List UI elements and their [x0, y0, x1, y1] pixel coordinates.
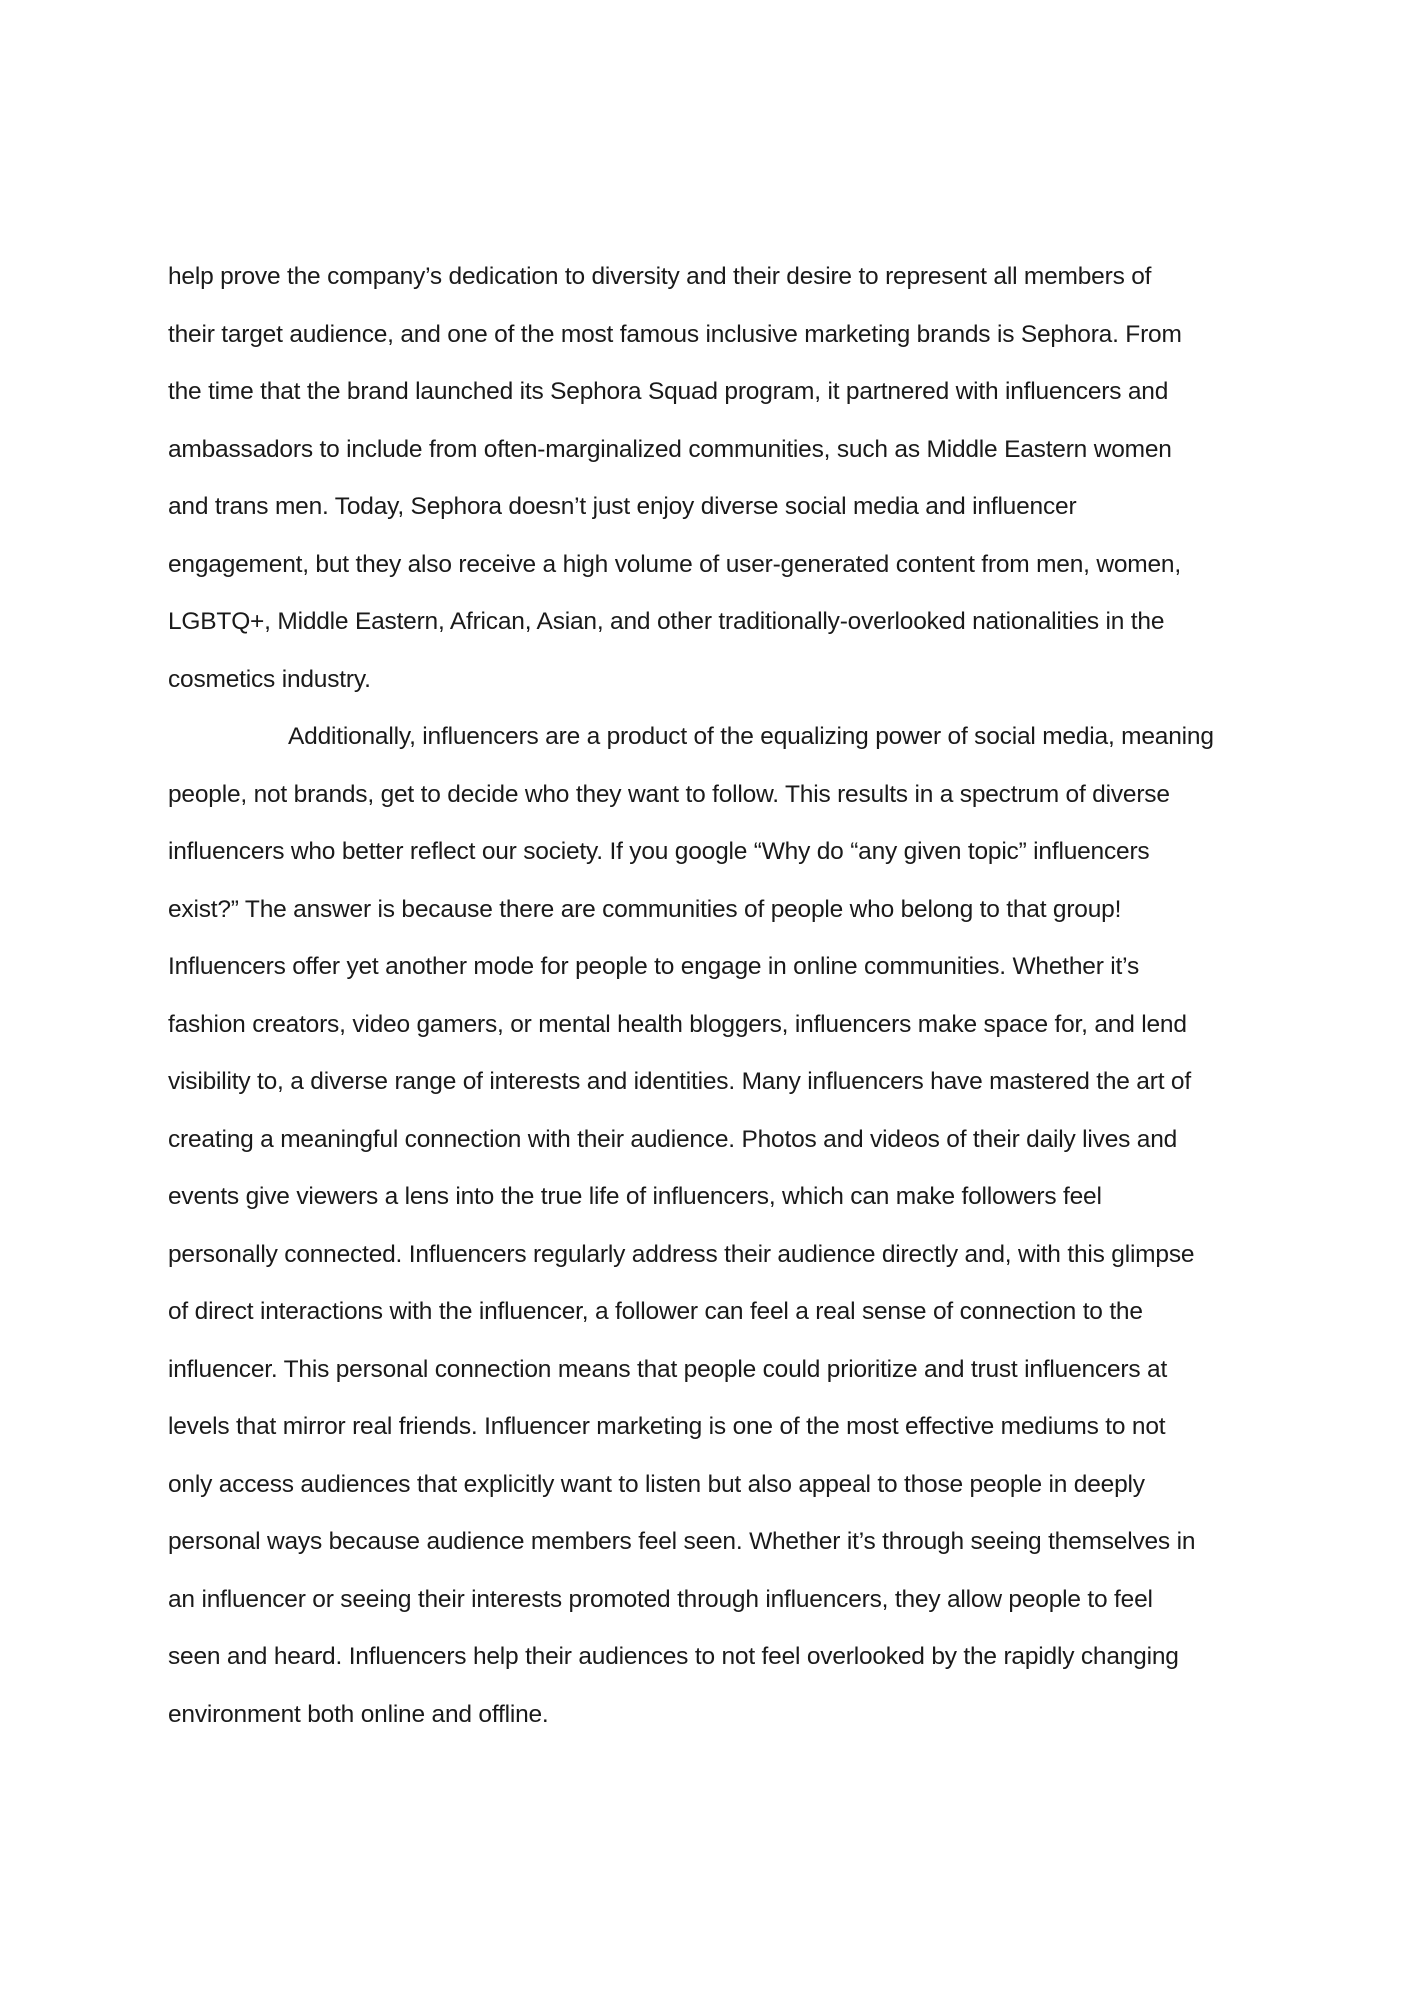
- text-line: Influencers offer yet another mode for people to engage in online communities. Whether it’s: [168, 953, 1139, 980]
- text-line: of direct interactions with the influencer, a follower can feel a real sense of connection to the: [168, 1298, 1143, 1325]
- text-line: engagement, but they also receive a high volume of user-generated content from men, women,: [168, 550, 1181, 578]
- paragraph-2: [168, 708, 1263, 1743]
- text-line: Additionally, influencers are a product of the equalizing power of social media, meaning: [288, 723, 1214, 750]
- paragraph-1: [168, 248, 1263, 708]
- text-line: seen and heard. Influencers help their audiences to not feel overlooked by the rapidly changing: [168, 1643, 1179, 1670]
- text-line: levels that mirror real friends. Influencer marketing is one of the most effective mediums to not: [168, 1413, 1166, 1440]
- text-line: an influencer or seeing their interests promoted through influencers, they allow people to feel: [168, 1585, 1153, 1613]
- text-line: exist?” The answer is because there are communities of people who belong to that group!: [168, 895, 1122, 923]
- text-line: visibility to, a diverse range of interests and identities. Many influencers have mastered the art of: [168, 1068, 1191, 1095]
- text-line: people, not brands, get to decide who they want to follow. This results in a spectrum of diverse: [168, 780, 1170, 808]
- text-line: personal ways because audience members feel seen. Whether it’s through seeing themselves in: [168, 1528, 1196, 1555]
- text-line: personally connected. Influencers regularly address their audience directly and, with this glimpse: [168, 1240, 1195, 1268]
- text-line: influencer. This personal connection means that people could prioritize and trust influencers at: [168, 1355, 1168, 1383]
- text-line: their target audience, and one of the most famous inclusive marketing brands is Sephora. From: [168, 320, 1182, 348]
- text-line: events give viewers a lens into the true life of influencers, which can make followers feel: [168, 1183, 1102, 1210]
- text-line: LGBTQ+, Middle Eastern, African, Asian, and other traditionally-overlooked nationalities in the: [168, 608, 1165, 635]
- text-line: ambassadors to include from often-marginalized communities, such as Middle Eastern women: [168, 435, 1172, 463]
- text-line: creating a meaningful connection with their audience. Photos and videos of their daily lives and: [168, 1125, 1178, 1153]
- text-line: influencers who better reflect our society. If you google “Why do “any given topic” influencers: [168, 838, 1150, 865]
- text-line: help prove the company’s dedication to diversity and their desire to represent all members of: [168, 263, 1152, 290]
- text-line: cosmetics industry.: [168, 665, 371, 693]
- text-line: only access audiences that explicitly want to listen but also appeal to those people in deeply: [168, 1470, 1145, 1498]
- text-line: fashion creators, video gamers, or mental health bloggers, influencers make space for, and lend: [168, 1010, 1187, 1038]
- text-line: the time that the brand launched its Sephora Squad program, it partnered with influencers and: [168, 378, 1169, 405]
- text-line: environment both online and offline.: [168, 1700, 549, 1728]
- body-text: [168, 248, 1263, 1743]
- text-line: and trans men. Today, Sephora doesn’t just enjoy diverse social media and influencer: [168, 493, 1077, 520]
